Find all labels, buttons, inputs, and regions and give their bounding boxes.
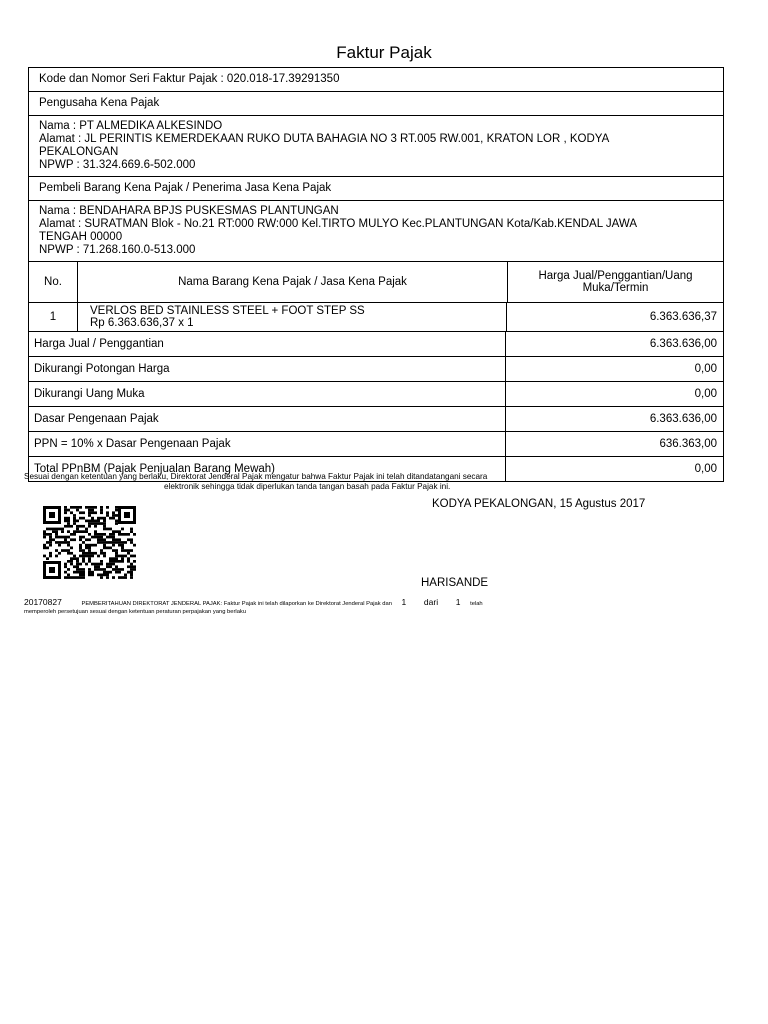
summary-value: 6.363.636,00 <box>649 338 717 350</box>
summary-label: Dikurangi Uang Muka <box>29 382 506 406</box>
summary-label: Dikurangi Potongan Harga <box>29 357 506 381</box>
page-number: 1 <box>401 597 407 607</box>
serial-number: Kode dan Nomor Seri Faktur Pajak : 020.018-17.39291350 <box>29 68 723 92</box>
summary-value: 0,00 <box>694 463 717 475</box>
seller-heading: Pengusaha Kena Pajak <box>29 92 723 116</box>
invoice-frame <box>28 67 724 482</box>
seller-address-line-1: Alamat : JL PERINTIS KEMERDEKAAN RUKO DUTA BAHAGIA NO 3 RT.005 RW.001, KRATON LOR , KODYA <box>39 133 610 145</box>
page-of-label: dari <box>423 597 439 607</box>
footer-telah: telah <box>470 601 483 607</box>
item-price: 6.363.636,37 <box>649 311 717 323</box>
summary-label: PPN = 10% x Dasar Pengenaan Pajak <box>29 432 506 456</box>
summary-value: 0,00 <box>694 363 717 375</box>
page-total: 1 <box>455 597 461 607</box>
seller-address-line-2: PEKALONGAN <box>39 146 119 158</box>
buyer-details <box>29 201 723 262</box>
buyer-address-line-1: Alamat : SURATMAN Blok - No.21 RT:000 RW:000 Kel.TIRTO MULYO Kec.PLANTUNGAN Kota/Kab.KENDAL JAWA <box>39 218 637 230</box>
seller-npwp: NPWP : 31.324.669.6-502.000 <box>39 159 196 171</box>
footer-notice <box>24 598 483 616</box>
seller-name: Nama : PT ALMEDIKA ALKESINDO <box>39 120 223 132</box>
buyer-heading: Pembeli Barang Kena Pajak / Penerima Jasa Kena Pajak <box>29 177 723 201</box>
item-description <box>78 303 507 331</box>
buyer-address-line-2: TENGAH 00000 <box>39 231 123 243</box>
buyer-name: Nama : BENDAHARA BPJS PUSKESMAS PLANTUNGAN <box>39 205 339 217</box>
summary-row <box>29 357 723 382</box>
item-name: VERLOS BED STAINLESS STEEL + FOOT STEP SS <box>90 305 365 317</box>
signer-name: HARISANDE <box>421 577 489 589</box>
summary-row <box>29 382 723 407</box>
footer-text-2: memperoleh persetujuan sesuai dengan ketentuan peraturan perpajakan yang berlaku <box>24 609 247 615</box>
item-detail: Rp 6.363.636,37 x 1 <box>90 317 194 329</box>
summary-label: Harga Jual / Penggantian <box>29 332 506 356</box>
table-row <box>29 303 723 332</box>
summary-row <box>29 432 723 457</box>
seller-details <box>29 116 723 177</box>
summary-value: 636.363,00 <box>659 438 717 450</box>
page-title: Faktur Pajak <box>336 43 432 62</box>
place-date: KODYA PEKALONGAN, 15 Agustus 2017 <box>432 498 646 510</box>
summary-value: 0,00 <box>694 388 717 400</box>
summary-label: Dasar Pengenaan Pajak <box>29 407 506 431</box>
col-price-header: Harga Jual/Penggantian/Uang Muka/Termin <box>538 270 693 294</box>
footer-date: 20170827 <box>24 597 62 607</box>
qr-code-icon <box>43 506 136 579</box>
summary-value: 6.363.636,00 <box>649 413 717 425</box>
summary-row <box>29 407 723 432</box>
footer-text-1: PEMBERITAHUAN DIREKTORAT JENDERAL PAJAK: Faktur Pajak ini telah dilaporkan ke Direktorat Jenderal Pajak dan <box>81 601 392 607</box>
e-signature-note: Sesuai dengan ketentuan yang berlaku, Direktorat Jenderal Pajak mengatur bahwa Faktur Pajak ini telah ditandatangani secara elektronik sehingga tidak diperlukan tanda tangan basah pada Faktur Pajak ini. <box>24 472 488 491</box>
col-name-header: Nama Barang Kena Pajak / Jasa Kena Pajak <box>78 262 508 302</box>
buyer-npwp: NPWP : 71.268.160.0-513.000 <box>39 244 196 256</box>
item-no: 1 <box>29 303 78 331</box>
summary-label: Total PPnBM (Pajak Penjualan Barang Mewah) <box>29 457 506 481</box>
items-header-row <box>29 262 723 303</box>
col-no-header: No. <box>29 262 78 302</box>
summary-row <box>29 332 723 357</box>
